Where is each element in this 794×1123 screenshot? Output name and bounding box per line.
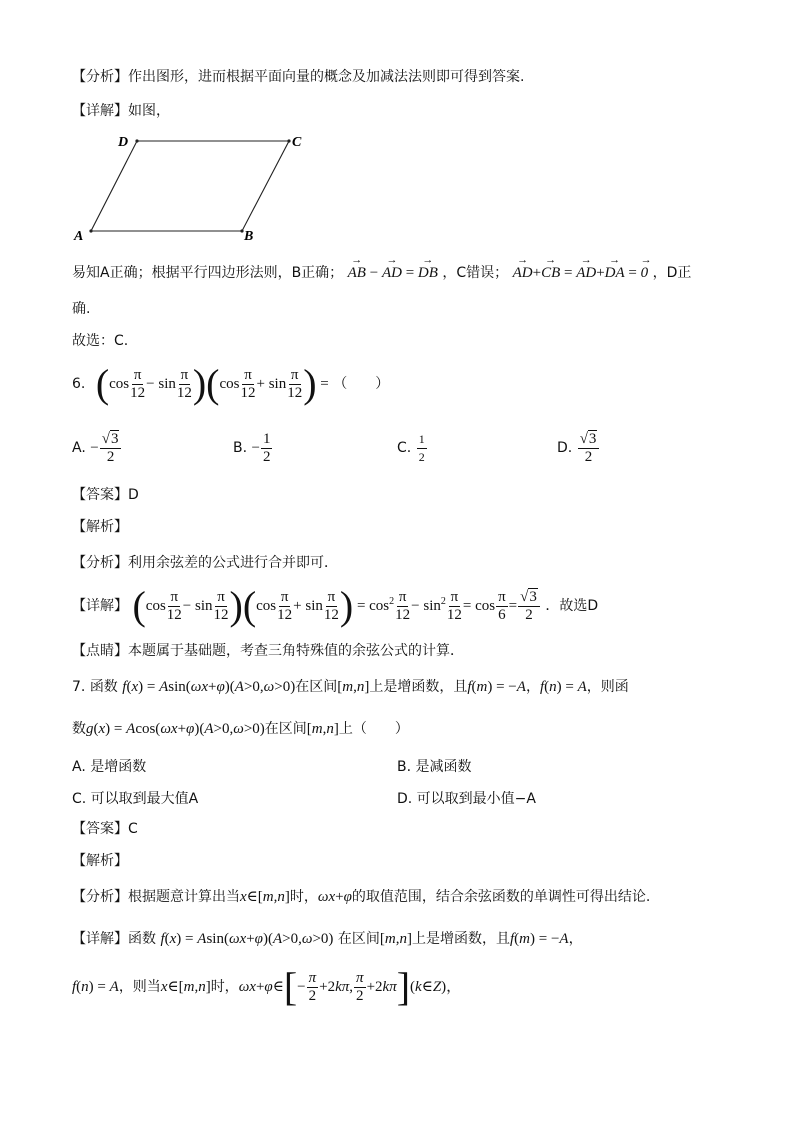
- point-label: 【点睛】: [72, 643, 128, 659]
- detail-d3: 上是增函数，且: [411, 931, 510, 947]
- option-value-text: [577, 428, 578, 429]
- vec-ad: → AD: [382, 265, 402, 282]
- option-label: D.: [557, 440, 573, 456]
- q7-s4: ，则函: [586, 679, 629, 695]
- q6-option-a: A. − $\frac{√3}{2}$: [72, 428, 122, 468]
- analysis-c: 的取值范围，结合余弦函数的单调性可得出结论.: [351, 889, 651, 905]
- label-a: A: [74, 229, 84, 244]
- q7-answer: [72, 818, 138, 838]
- q7-detail-1: 【详解】函数 f(x) = Asin(ωx+φ)(A>0,ω>0) 在区间[m,n]上是增函数，且f(m) = −A，: [72, 931, 583, 947]
- parallelogram-shape: [91, 141, 289, 231]
- q6-blank: （ ）: [333, 376, 390, 392]
- detail-label: 【详解】: [72, 931, 128, 947]
- vertex-d: [135, 139, 138, 142]
- analysis-text: 利用余弦差的公式进行合并即可．: [128, 555, 338, 571]
- q7-detail-2: f(n) = A，则当x∈[m,n]时，ωx+φ∈[− $\frac{\pi}{2}$ +2kπ, $\frac{\pi}{2}$ +2kπ](k∈Z)，: [72, 964, 462, 1009]
- q7-stem-2: 数g(x) = Acos(ωx+φ)(A>0,ω>0)在区间[m,n]上（ ）: [72, 721, 409, 737]
- option-value-text: [252, 428, 253, 429]
- detail-label: 【详解】: [72, 103, 128, 119]
- q6-number: 6.: [72, 376, 86, 392]
- q6-option-b: B. − $\frac{1}{2}$: [233, 428, 273, 468]
- q7-s1: 函数: [89, 679, 118, 695]
- analysis-label: 【分析】: [72, 889, 128, 905]
- answer-label: 【答案】: [72, 821, 128, 837]
- q7-s7: 上（ ）: [338, 721, 409, 737]
- option-label: A.: [72, 440, 86, 456]
- analysis-label: 【分析】: [72, 69, 128, 85]
- q5-analysis: [72, 66, 524, 86]
- vec-ad-2: → AD: [513, 265, 533, 282]
- q7-s6: 在区间: [264, 721, 307, 737]
- vertex-c: [287, 139, 290, 142]
- q7-s3: 上是增函数，且: [369, 679, 468, 695]
- analysis-a: 根据题意计算出当: [128, 889, 240, 905]
- q5-detail: [72, 100, 170, 120]
- answer-label: 【答案】: [72, 487, 128, 503]
- analysis-label: 【分析】: [72, 555, 128, 571]
- q6-expr-text: [90, 364, 91, 365]
- analysis-text: 作出图形，进而根据平面向量的概念及加减法法则即可得到答案.: [128, 69, 525, 85]
- detail-d5: 时，: [210, 979, 239, 995]
- q6-detail: [72, 582, 599, 628]
- c-wrong-text: ，C错误；: [442, 265, 509, 281]
- label-c: C: [292, 135, 302, 150]
- analysis-b: 时，: [289, 889, 318, 905]
- point-text: 本题属于基础题，考查三角特殊值的余弦公式的计算．: [128, 643, 464, 659]
- q7-option-d: D. 可以取到最小值−A: [397, 791, 536, 807]
- answer-value: C: [128, 821, 138, 837]
- vec-zero: → 0: [641, 265, 649, 282]
- q6-analysis: [72, 552, 338, 572]
- vec-ab: → AB: [348, 265, 366, 282]
- label-b: B: [244, 229, 254, 244]
- q6-option-d: D. $\frac{√3}{2}$: [557, 428, 600, 468]
- detail-d2: 在区间: [337, 931, 380, 947]
- q6-expression: (cos $\frac{\pi}{12}$ − sin $\frac{\pi}{12}$ )(cos $\frac{\pi}{12}$ + sin $\frac{\pi}{12}$ ) =: [95, 361, 329, 406]
- detail-d1: 函数: [128, 931, 156, 947]
- q6-stem: [72, 361, 390, 406]
- q7-stem-1: 7. 函数 f(x) = Asin(ωx+φ)(A>0,ω>0)在区间[m,n]上是增函数，且f(m) = −A，f(n) = A，则函: [72, 679, 629, 695]
- vector-eq-b: → AB − → AD = → DB: [348, 265, 443, 281]
- detail-label: 【详解】: [72, 598, 128, 614]
- q7-option-c: C. 可以取到最大值A: [72, 791, 199, 807]
- option-value-text: [90, 428, 91, 429]
- answer-value: D: [128, 487, 139, 503]
- conclusion-cont: 确.: [72, 301, 91, 317]
- option-label: B.: [233, 440, 248, 456]
- vec-ad-3: → AD: [576, 265, 596, 282]
- q7-analysis: 【分析】根据题意计算出当x∈[m,n]时，ωx+φ的取值范围，结合余弦函数的单调性可得出结论.: [72, 889, 651, 905]
- detail-d4: ，则当: [118, 979, 161, 995]
- detail-tail: ．故选D: [545, 598, 599, 614]
- option-value-text: [416, 428, 417, 429]
- option-label: C.: [397, 440, 412, 456]
- q7-option-a: A. 是增函数: [72, 759, 147, 775]
- d-right-text: ，D正: [652, 265, 692, 281]
- label-d: D: [118, 135, 129, 150]
- q6-option-c: C. $\frac{1}{2}$: [397, 428, 428, 468]
- q7-s5: 数: [72, 721, 86, 737]
- vec-da: → DA: [605, 265, 625, 282]
- q6-answer: [72, 484, 139, 504]
- q7-s2: 在区间: [295, 679, 338, 695]
- q7-option-b: B. 是减函数: [397, 759, 472, 775]
- q7-jiexi: 【解析】: [72, 853, 128, 869]
- q5-choice: 故选：C.: [72, 333, 129, 349]
- conclusion-text: 易知A正确；根据平行四边形法则，B正确；: [72, 265, 344, 281]
- q6-point: [72, 640, 464, 660]
- parallelogram-figure: [60, 128, 320, 246]
- q5-conclusion: [72, 262, 691, 282]
- q7-number: 7.: [72, 679, 86, 695]
- q6-jiexi: 【解析】: [72, 519, 128, 535]
- detail-text: 如图，: [128, 103, 170, 119]
- q6-detail-math: (cos $\frac{\pi}{12}$ − sin $\frac{\pi}{12}$ )(cos $\frac{\pi}{12}$ + sin $\frac{\pi}{12}$ ) = $\cos^2$ $\frac{\pi}{12}$ − $\sin^2$ $\frac{\pi}{12}$ = cos $\frac{\pi}{6}$ = $\frac{√3}{2}$: [132, 598, 545, 614]
- vec-db: → DB: [418, 265, 438, 282]
- vertex-a: [89, 229, 92, 232]
- vector-eq-d: → AD+→ CB = → AD+→ DA = → 0: [513, 265, 653, 281]
- vec-cb: → CB: [541, 265, 560, 282]
